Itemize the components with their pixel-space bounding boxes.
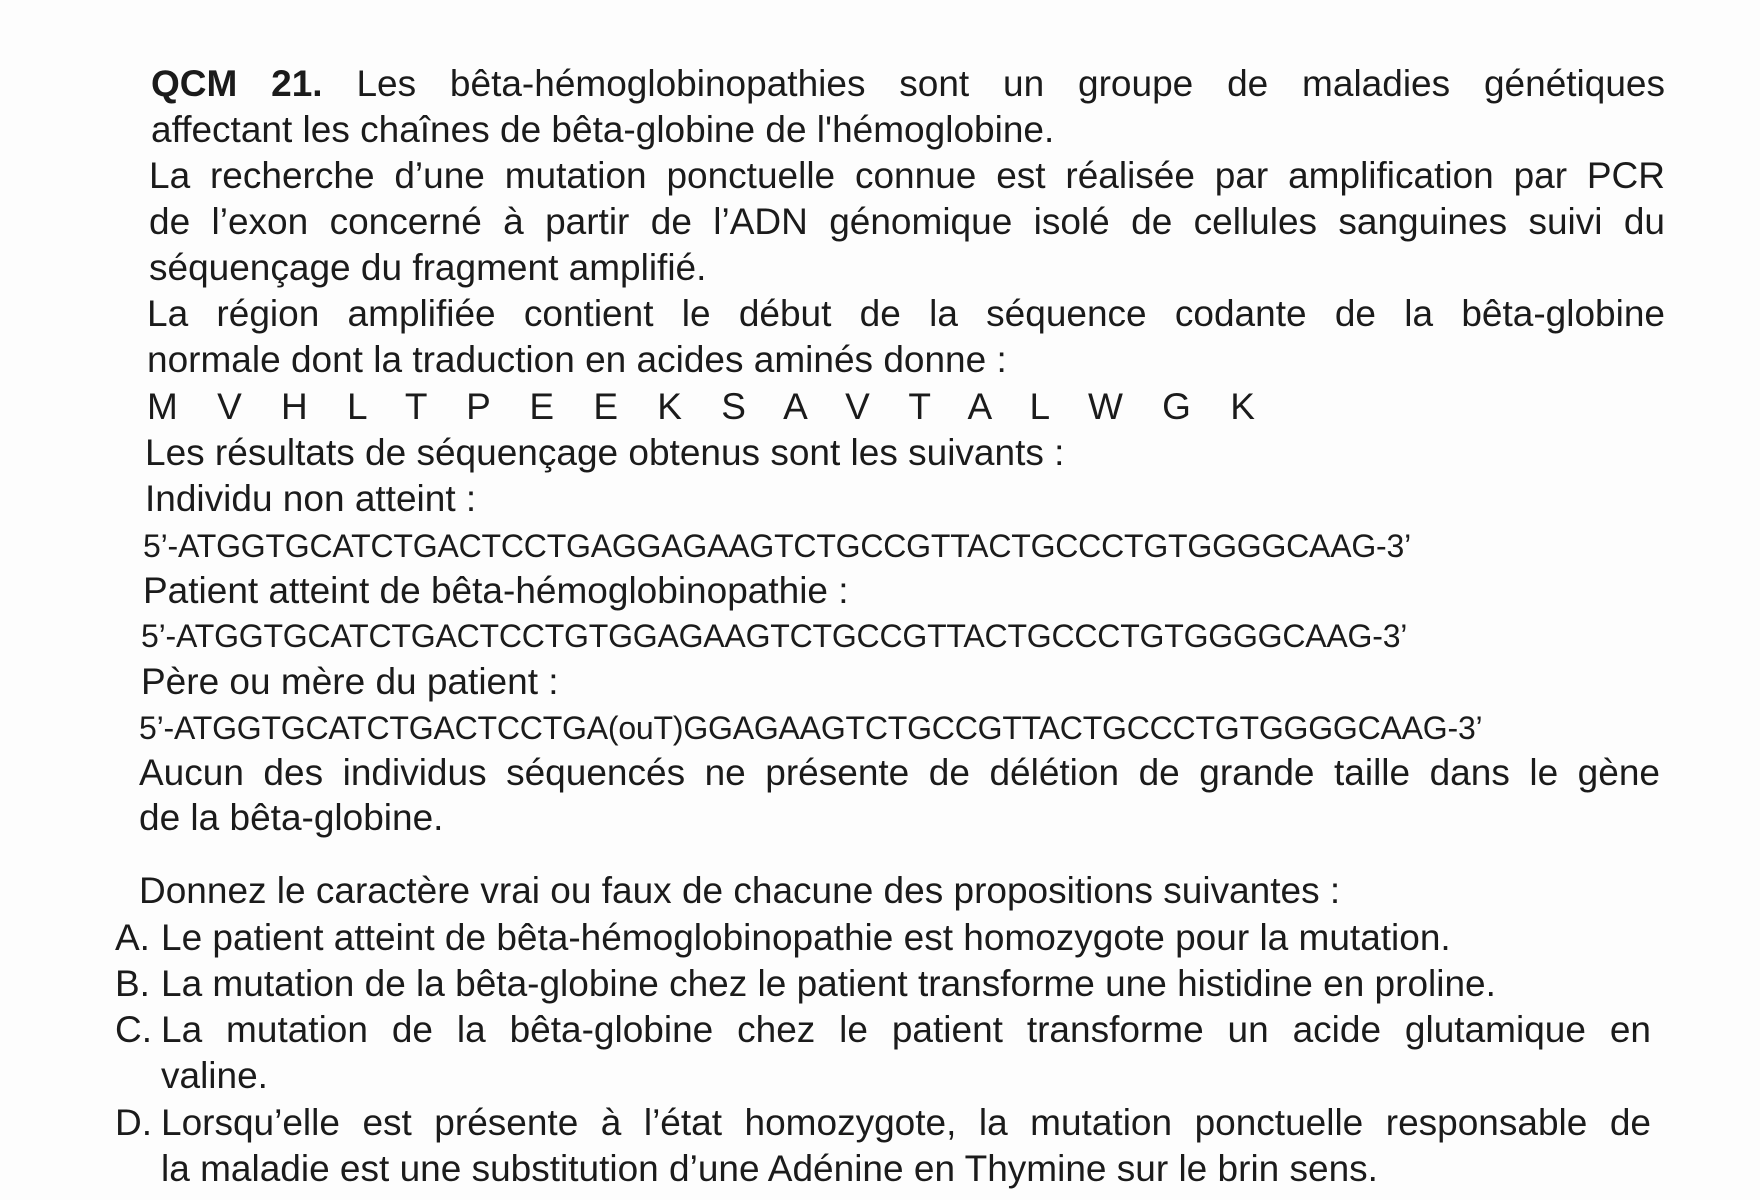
question-label: QCM 21. <box>151 63 323 104</box>
option-d <box>115 1101 1675 1193</box>
patient-sequence: 5’-ATGGTGCATCTGACTCCTGTGGAGAAGTCTGCCGTTACTGCCCTGTGGGGCAAG-3’ <box>141 618 1408 654</box>
option-text: Le patient atteint de bêta-hémoglobinopathie est homozygote pour la mutation. <box>161 917 1451 958</box>
option-text-line-2: la maladie est une substitution d’une Adénine en Thymine sur le brin sens. <box>161 1148 1378 1189</box>
region-description-line-2: normale dont la traduction en acides aminés donne : <box>147 339 1007 380</box>
unaffected-sequence: 5’-ATGGTGCATCTGACTCCTGAGGAGAAGTCTGCCGTTACTGCCCTGTGGGGCAAG-3’ <box>143 528 1412 564</box>
option-a <box>115 916 1675 962</box>
pcr-description-line-1: La recherche d’une mutation ponctuelle connue est réalisée par amplification par PCR <box>149 155 1665 196</box>
no-deletion-line-2: de la bêta-globine. <box>139 797 444 838</box>
option-letter: D. <box>115 1102 152 1143</box>
option-text-line-1: La mutation de la bêta-globine chez le patient transforme un acide glutamique en <box>161 1009 1651 1050</box>
parent-sequence: 5’-ATGGTGCATCTGACTCCTGA(ouT)GGAGAAGTCTGCCGTTACTGCCCTGTGGGGCAAG-3’ <box>139 710 1483 746</box>
unaffected-label: Individu non atteint : <box>145 478 477 519</box>
option-letter: B. <box>115 963 150 1004</box>
option-letter: A. <box>115 917 150 958</box>
option-letter: C. <box>115 1009 152 1050</box>
region-description-line-1: La région amplifiée contient le début de la séquence codante de la bêta-globine <box>147 293 1665 334</box>
patient-label: Patient atteint de bêta-hémoglobinopathie : <box>143 570 849 611</box>
question-intro-line-1 <box>151 62 1665 106</box>
instruction: Donnez le caractère vrai ou faux de chacune des propositions suivantes : <box>139 870 1341 911</box>
question-intro-text: Les bêta-hémoglobinopathies sont un groupe de maladies génétiques <box>356 63 1666 104</box>
option-text-line-1: Lorsqu’elle est présente à l’état homozygote, la mutation ponctuelle responsable de <box>161 1102 1651 1143</box>
pcr-description-line-3: séquençage du fragment amplifié. <box>149 247 707 288</box>
question-intro-line-2: affectant les chaînes de bêta-globine de l'hémoglobine. <box>151 109 1055 150</box>
pcr-description-line-2: de l’exon concerné à partir de l’ADN génomique isolé de cellules sanguines suivi du <box>149 201 1665 242</box>
option-b <box>115 962 1675 1008</box>
option-text-line-2: valine. <box>161 1055 268 1096</box>
parent-label: Père ou mère du patient : <box>141 661 559 702</box>
results-intro: Les résultats de séquençage obtenus sont les suivants : <box>145 432 1065 473</box>
amino-acid-sequence: M V H L T P E E K S A V T A L W G K <box>147 386 1270 427</box>
option-text: La mutation de la bêta-globine chez le patient transforme une histidine en proline. <box>161 963 1496 1004</box>
option-c <box>115 1008 1675 1100</box>
no-deletion-line-1: Aucun des individus séquencés ne présente de délétion de grande taille dans le gène <box>139 752 1660 793</box>
